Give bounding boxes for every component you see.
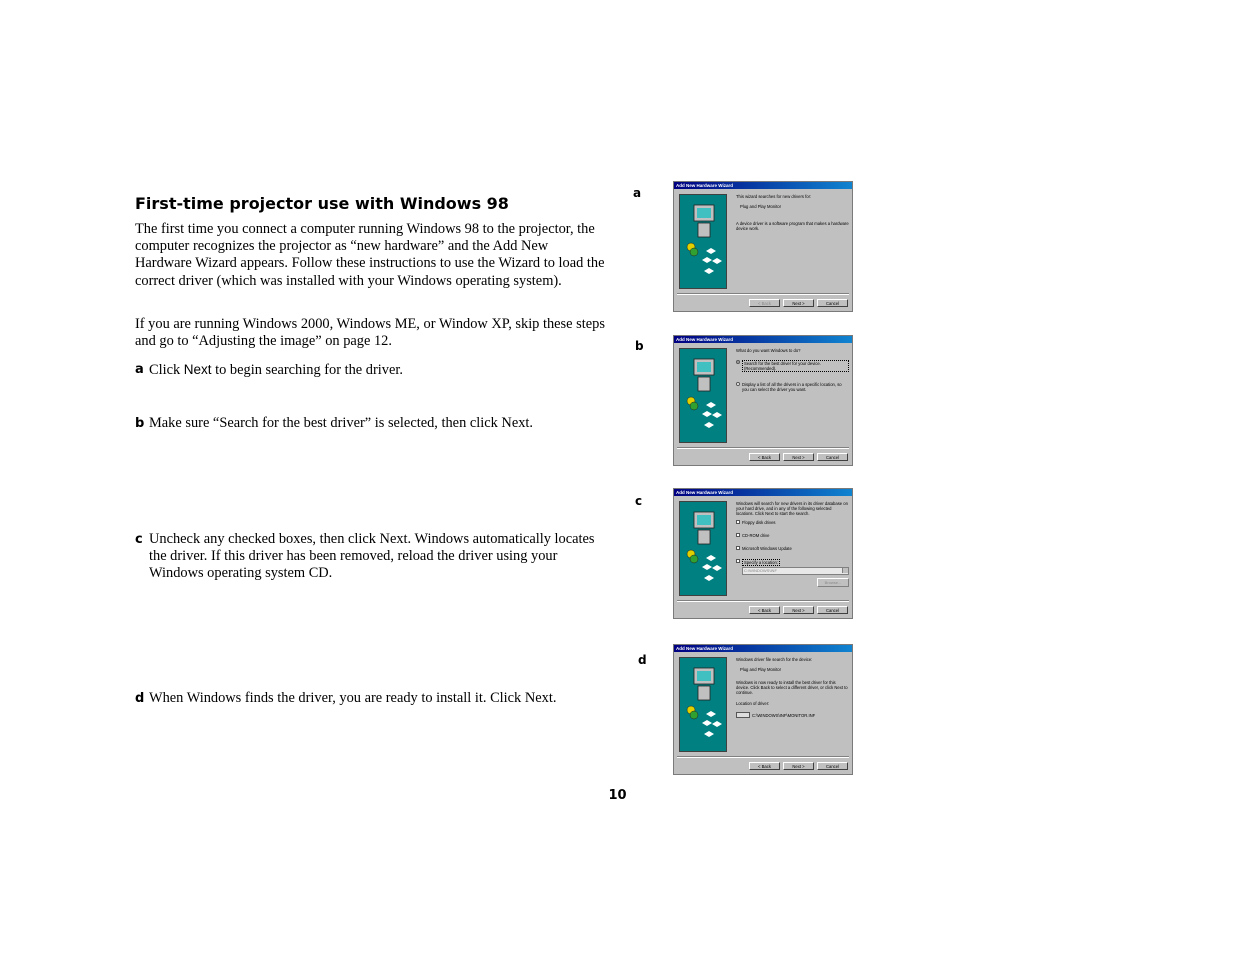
- checkbox-label: Specify a location:: [744, 560, 778, 565]
- dialog-content: [736, 348, 849, 397]
- checkbox-label: CD-ROM drive: [742, 533, 770, 538]
- step-c: [135, 531, 607, 583]
- browse-button[interactable]: Browse...: [817, 578, 849, 587]
- dialog-separator: [677, 600, 849, 602]
- dialog-text: Windows will search for new drivers in its driver database on your hard drive, and in any of the following selected locations. Click Next to start the search.: [736, 501, 848, 516]
- step-text: When Windows finds the driver, you are ready to install it. Click Next.: [149, 690, 557, 706]
- hardware-wizard-art-icon: [679, 501, 727, 596]
- dialog-separator: [677, 447, 849, 449]
- dialog-content: [736, 657, 849, 718]
- step-text: Make sure “Search for the best driver” is selected, then click Next.: [149, 415, 533, 431]
- driver-file-icon: [736, 712, 750, 718]
- cancel-button[interactable]: Cancel: [817, 606, 848, 614]
- device-name: Plug and Play Monitor: [740, 204, 781, 209]
- driver-path: C:\WINDOWS\INF\MONITOR.INF: [752, 712, 816, 718]
- dialog-separator: [677, 756, 849, 758]
- dialog-text: Windows driver file search for the device:: [736, 657, 813, 662]
- wizard-dialog-c: [673, 488, 853, 619]
- checkbox-label: Microsoft Windows Update: [742, 546, 792, 551]
- step-letter: c: [135, 532, 143, 547]
- back-button[interactable]: < Back: [749, 762, 780, 770]
- checkbox-label: Floppy disk drives: [742, 520, 776, 525]
- intro-paragraph: The first time you connect a computer running Windows 98 to the projector, the computer recognizes the projector as “new hardware” and the Add New Hardware Wizard appears. Follow these instructions to use the Wizard to load the correct driver (which was installed with your Windows operating system).: [135, 221, 605, 289]
- wizard-dialog-b: [673, 335, 853, 466]
- checkbox-icon[interactable]: [736, 546, 740, 550]
- back-button[interactable]: < Back: [749, 299, 780, 307]
- step-letter: d: [135, 691, 145, 706]
- step-d: [135, 690, 607, 707]
- checkbox-icon[interactable]: [736, 559, 740, 563]
- cancel-button[interactable]: Cancel: [817, 299, 848, 307]
- dialog-question: What do you want Windows to do?: [736, 348, 801, 353]
- back-button[interactable]: < Back: [749, 606, 780, 614]
- dialog-content: [736, 194, 849, 233]
- step-letter: a: [135, 362, 144, 377]
- checkbox-windows-update[interactable]: [736, 546, 849, 551]
- page-heading: First-time projector use with Windows 98: [135, 194, 509, 213]
- step-text: [149, 361, 607, 379]
- dialog-title-bar: Add New Hardware Wizard: [674, 336, 852, 343]
- dialog-buttons: [749, 606, 848, 614]
- dialog-text: Location of driver:: [736, 701, 770, 706]
- hardware-wizard-art-icon: [679, 348, 727, 443]
- step-b: [135, 415, 607, 432]
- location-combo[interactable]: C:\WINDOWS\INF: [742, 567, 849, 575]
- screenshot-label-d: d: [638, 653, 647, 667]
- checkbox-icon[interactable]: [736, 533, 740, 537]
- cancel-button[interactable]: Cancel: [817, 453, 848, 461]
- dialog-separator: [677, 293, 849, 295]
- wizard-dialog-a: [673, 181, 853, 312]
- hardware-wizard-art-icon: [679, 194, 727, 289]
- page-number: 10: [608, 788, 627, 803]
- back-button[interactable]: < Back: [749, 453, 780, 461]
- dialog-text: A device driver is a software program that makes a hardware device work.: [736, 221, 849, 231]
- step-text-post: to begin searching for the driver.: [211, 362, 403, 378]
- dialog-text: This wizard searches for new drivers for:: [736, 194, 812, 199]
- step-a: [135, 361, 607, 379]
- dialog-title-bar: Add New Hardware Wizard: [674, 645, 852, 652]
- option-label: Display a list of all the drivers in a specific location, so you can select the driver you want.: [742, 382, 842, 392]
- radio-selected-icon[interactable]: [736, 360, 740, 364]
- hardware-wizard-art-icon: [679, 657, 727, 752]
- dialog-text: Windows is now ready to install the best driver for this device. Click Back to select a different driver, or click Next to continue.: [736, 680, 848, 695]
- wizard-dialog-d: [673, 644, 853, 775]
- screenshot-label-a: a: [633, 186, 642, 200]
- device-name: Plug and Play Monitor: [740, 667, 781, 672]
- next-button[interactable]: Next >: [783, 762, 814, 770]
- screenshot-label-b: b: [635, 339, 644, 353]
- cancel-button[interactable]: Cancel: [817, 762, 848, 770]
- step-letter: b: [135, 416, 145, 431]
- step-keyword: Next: [183, 362, 212, 377]
- next-button[interactable]: Next >: [783, 453, 814, 461]
- option-display-list[interactable]: [736, 382, 849, 392]
- next-button[interactable]: Next >: [783, 299, 814, 307]
- checkbox-specify-location[interactable]: [736, 559, 849, 566]
- dialog-buttons: [749, 299, 848, 307]
- skip-paragraph: If you are running Windows 2000, Windows ME, or Window XP, skip these steps and go to “Adjusting the image” on page 12.: [135, 316, 605, 350]
- step-text: Uncheck any checked boxes, then click Next. Windows automatically locates the driver. If this driver has been removed, reload the driver using your Windows operating system CD.: [149, 531, 595, 582]
- checkbox-cdrom[interactable]: [736, 533, 849, 538]
- dialog-title-bar: Add New Hardware Wizard: [674, 182, 852, 189]
- dialog-buttons: [749, 762, 848, 770]
- next-button[interactable]: Next >: [783, 606, 814, 614]
- dialog-content: [736, 501, 849, 587]
- option-label: Search for the best driver for your device. (Recommended).: [742, 360, 849, 372]
- option-search-best[interactable]: [736, 360, 849, 372]
- dialog-title-bar: Add New Hardware Wizard: [674, 489, 852, 496]
- checkbox-icon[interactable]: [736, 520, 740, 524]
- dialog-buttons: [749, 453, 848, 461]
- driver-path-row: [736, 712, 849, 718]
- step-text-pre: Click: [149, 362, 184, 378]
- screenshot-label-c: c: [635, 494, 643, 508]
- radio-icon[interactable]: [736, 382, 740, 386]
- checkbox-floppy[interactable]: [736, 520, 849, 525]
